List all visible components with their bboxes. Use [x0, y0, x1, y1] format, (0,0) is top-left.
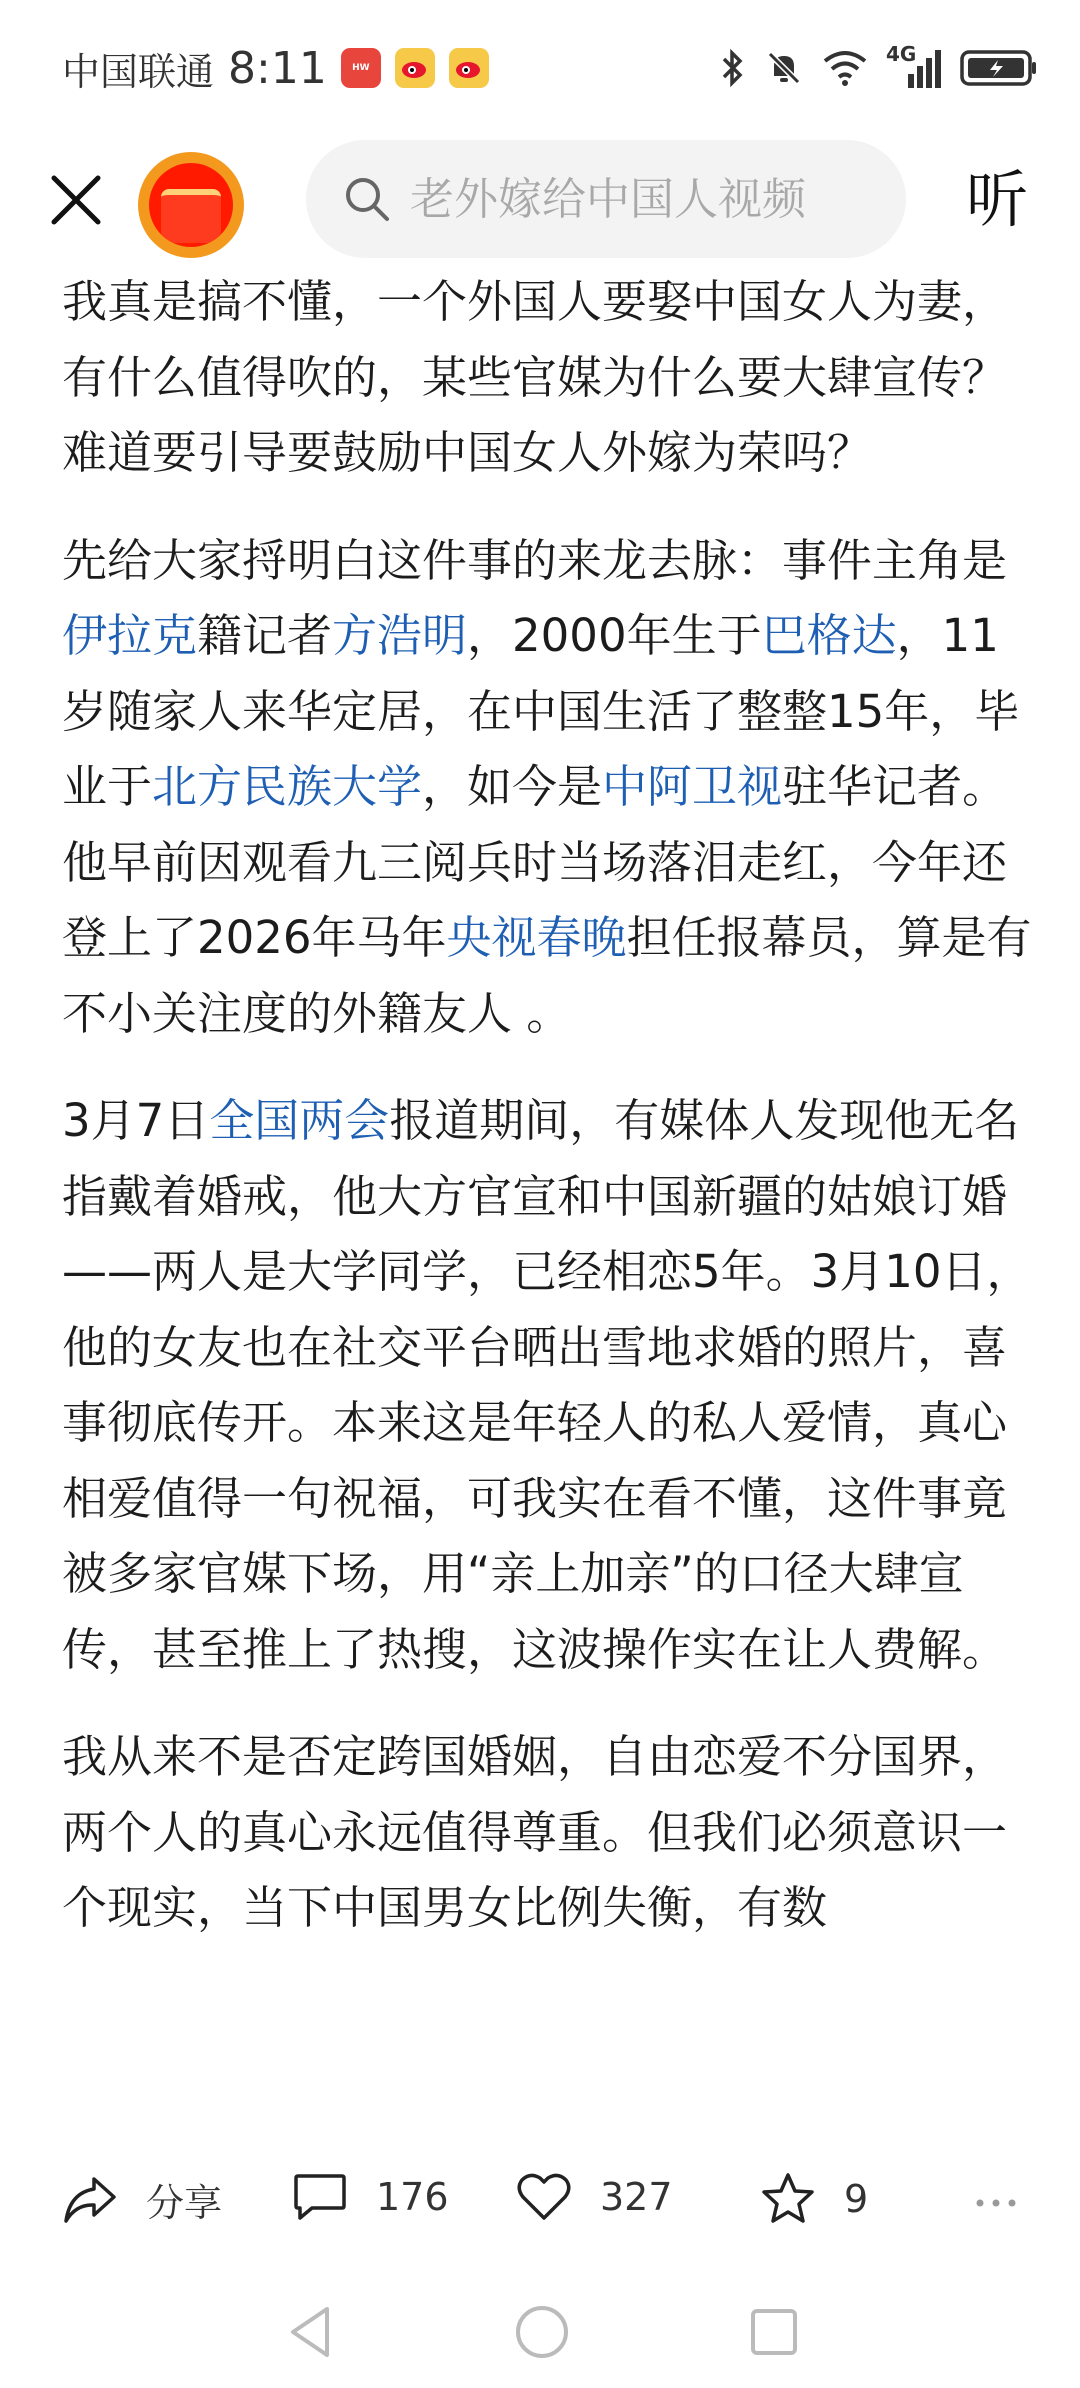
article-paragraph: 我真是搞不懂，一个外国人要娶中国女人为妻，有什么值得吹的，某些官媒为什么要大肆宣传？难道要引导要鼓励中国女人外嫁为荣吗？ — [62, 275, 1008, 479]
top-nav — [0, 140, 1080, 260]
status-right — [720, 40, 1038, 96]
link-university[interactable]: 北方民族大学 — [152, 760, 423, 813]
home-circle-icon — [514, 2304, 570, 2360]
link-baghdad[interactable]: 巴格达 — [761, 609, 897, 662]
status-time: 8:11 — [228, 42, 327, 94]
search-bar[interactable] — [306, 140, 906, 258]
wifi-icon — [822, 49, 868, 87]
author-avatar[interactable] — [138, 152, 244, 258]
weibo-icon — [449, 48, 489, 88]
search-icon — [344, 176, 390, 222]
recents-square-icon — [749, 2307, 799, 2357]
signal-icon — [886, 42, 942, 88]
system-nav-bar — [0, 2290, 1080, 2388]
share-label: 分享 — [146, 2181, 223, 2225]
link-two-sessions[interactable]: 全国两会 — [209, 1094, 390, 1147]
share-icon — [62, 2175, 118, 2225]
favorite-button[interactable] — [760, 2172, 868, 2226]
favorite-count: 9 — [844, 2177, 869, 2221]
back-button[interactable] — [280, 2302, 340, 2362]
avatar-image — [149, 163, 233, 247]
search-input[interactable] — [410, 174, 880, 225]
battery-icon — [960, 49, 1038, 87]
huawei-app-icon: HW — [341, 48, 381, 88]
like-button[interactable] — [516, 2172, 673, 2222]
article-paragraph: 3月7日全国两会报道期间，有媒体人发现他无名指戴着婚戒，他大方官宣和中国新疆的姑娘订婚——两人是大学同学，已经相恋5年。3月10日，他的女友也在社交平台晒出雪地求婚的照片，喜事彻底传开。本来这是年轻人的私人爱情，真心相爱值得一句祝福，可我实在看不懂，这件事竟被多家官媒下场，用“亲上加亲”的口径大肆宣传，甚至推上了热搜，这波操作实在让人费解。 — [62, 1094, 1032, 1676]
back-triangle-icon — [285, 2305, 335, 2359]
comment-icon — [292, 2172, 348, 2222]
comment-button[interactable] — [292, 2172, 449, 2222]
home-button[interactable] — [512, 2302, 572, 2362]
status-left — [62, 40, 489, 96]
link-iraq[interactable]: 伊拉克 — [62, 609, 198, 662]
heart-icon — [516, 2172, 572, 2222]
link-spring-gala[interactable]: 央视春晚 — [446, 911, 627, 964]
network-type: 4G — [886, 42, 917, 66]
bluetooth-icon — [720, 48, 746, 88]
star-icon — [760, 2172, 816, 2226]
close-icon — [48, 172, 104, 228]
action-bar — [0, 2130, 1080, 2270]
listen-button[interactable]: 听 — [966, 163, 1029, 236]
status-bar — [0, 0, 1080, 140]
share-button[interactable] — [62, 2172, 222, 2227]
recents-button[interactable] — [744, 2302, 804, 2362]
link-tv-channel[interactable]: 中阿卫视 — [602, 760, 783, 813]
article-body — [62, 264, 1032, 2124]
more-button[interactable] — [974, 2194, 1018, 2213]
article-paragraph: 先给大家捋明白这件事的来龙去脉：事件主角是伊拉克籍记者方浩明，2000年生于巴格达，11岁随家人来华定居，在中国生活了整整15年，毕业于北方民族大学，如今是中阿卫视驻华记者。他早前因观看九三阅兵时当场落泪走红，今年还登上了2026年马年央视春晚担任报幕员，算是有不小关注度的外籍友人 。 — [62, 533, 1032, 1040]
comment-count: 176 — [376, 2175, 449, 2219]
link-person-name[interactable]: 方浩明 — [332, 609, 468, 662]
mute-bell-icon — [764, 48, 804, 88]
weibo-icon — [395, 48, 435, 88]
article-paragraph: 我从来不是否定跨国婚姻，自由恋爱不分国界，两个人的真心永远值得尊重。但我们必须意识一个现实，当下中国男女比例失衡，有数 — [62, 1730, 1008, 1934]
carrier-name: 中国联通 — [62, 49, 215, 94]
like-count: 327 — [600, 2175, 673, 2219]
more-dots-icon — [974, 2197, 1018, 2209]
close-button[interactable] — [40, 164, 112, 236]
